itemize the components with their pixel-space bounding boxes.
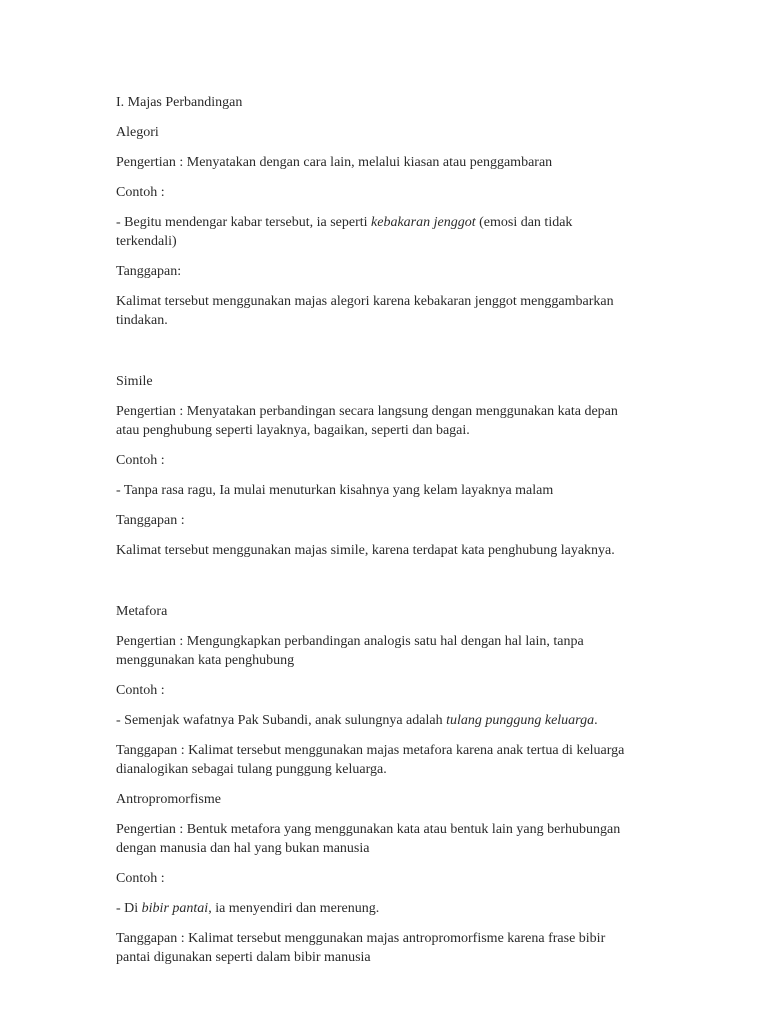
contoh-alegori-emphasis: kebakaran jenggot (371, 215, 476, 230)
pengertian-metafora: Pengertian : Mengungkapkan perbandingan analogis satu hal dengan hal lain, tanpa menggunakan kata penghubung (116, 634, 584, 668)
tanggapan-alegori: Kalimat tersebut menggunakan majas alegori karena kebakaran jenggot menggambarkan tindakan. (116, 294, 614, 328)
section-heading-antropromorfisme: Antropromorfisme (116, 792, 221, 807)
contoh-label-metafora: Contoh : (116, 683, 165, 698)
contoh-simile: - Tanpa rasa ragu, Ia mulai menuturkan kisahnya yang kelam layaknya malam (116, 483, 554, 498)
contoh-label-antropromorfisme: Contoh : (116, 871, 165, 886)
tanggapan-label-alegori: Tanggapan: (116, 264, 182, 279)
contoh-metafora-emphasis: tulang punggung keluarga (446, 713, 595, 728)
tanggapan-metafora: Tanggapan : Kalimat tersebut menggunakan majas metafora karena anak tertua di keluarga dianalogikan sebagai tulang punggung keluarga. (116, 743, 625, 777)
contoh-alegori-text-1: - Begitu mendengar kabar tersebut, ia seperti (116, 215, 372, 230)
document-page (116, 93, 636, 978)
section-spacer (116, 341, 636, 372)
contoh-alegori-text-2: (emosi dan tidak terkendali) (116, 215, 573, 249)
contoh-alegori (116, 213, 636, 251)
contoh-antropromorfisme-text-1: - Di (116, 901, 142, 916)
contoh-metafora-text-1: - Semenjak wafatnya Pak Subandi, anak sulungnya adalah (116, 713, 447, 728)
pengertian-simile: Pengertian : Menyatakan perbandingan secara langsung dengan menggunakan kata depan atau penghubung seperti layaknya, bagaikan, seperti dan bagai. (116, 404, 618, 438)
tanggapan-label-simile: Tanggapan : (116, 513, 185, 528)
section-spacer (116, 571, 636, 602)
contoh-antropromorfisme-text-2: , ia menyendiri dan merenung. (208, 901, 380, 916)
contoh-label-simile: Contoh : (116, 453, 165, 468)
tanggapan-antropromorfisme: Tanggapan : Kalimat tersebut menggunakan majas antropromorfisme karena frase bibir pantai digunakan seperti dalam bibir manusia (116, 931, 606, 965)
contoh-label-alegori: Contoh : (116, 185, 165, 200)
pengertian-alegori: Pengertian : Menyatakan dengan cara lain, melalui kiasan atau penggambaran (116, 155, 553, 170)
contoh-metafora (116, 711, 636, 730)
document-title: I. Majas Perbandingan (116, 95, 243, 110)
section-heading-simile: Simile (116, 374, 153, 389)
section-heading-alegori: Alegori (116, 125, 159, 140)
contoh-metafora-text-2: . (594, 713, 598, 728)
tanggapan-simile: Kalimat tersebut menggunakan majas simile, karena terdapat kata penghubung layaknya. (116, 543, 615, 558)
contoh-antropromorfisme (116, 899, 636, 918)
section-heading-metafora: Metafora (116, 604, 168, 619)
pengertian-antropromorfisme: Pengertian : Bentuk metafora yang menggunakan kata atau bentuk lain yang berhubungan dengan manusia dan hal yang bukan manusia (116, 822, 621, 856)
contoh-antropromorfisme-emphasis: bibir pantai (141, 901, 209, 916)
